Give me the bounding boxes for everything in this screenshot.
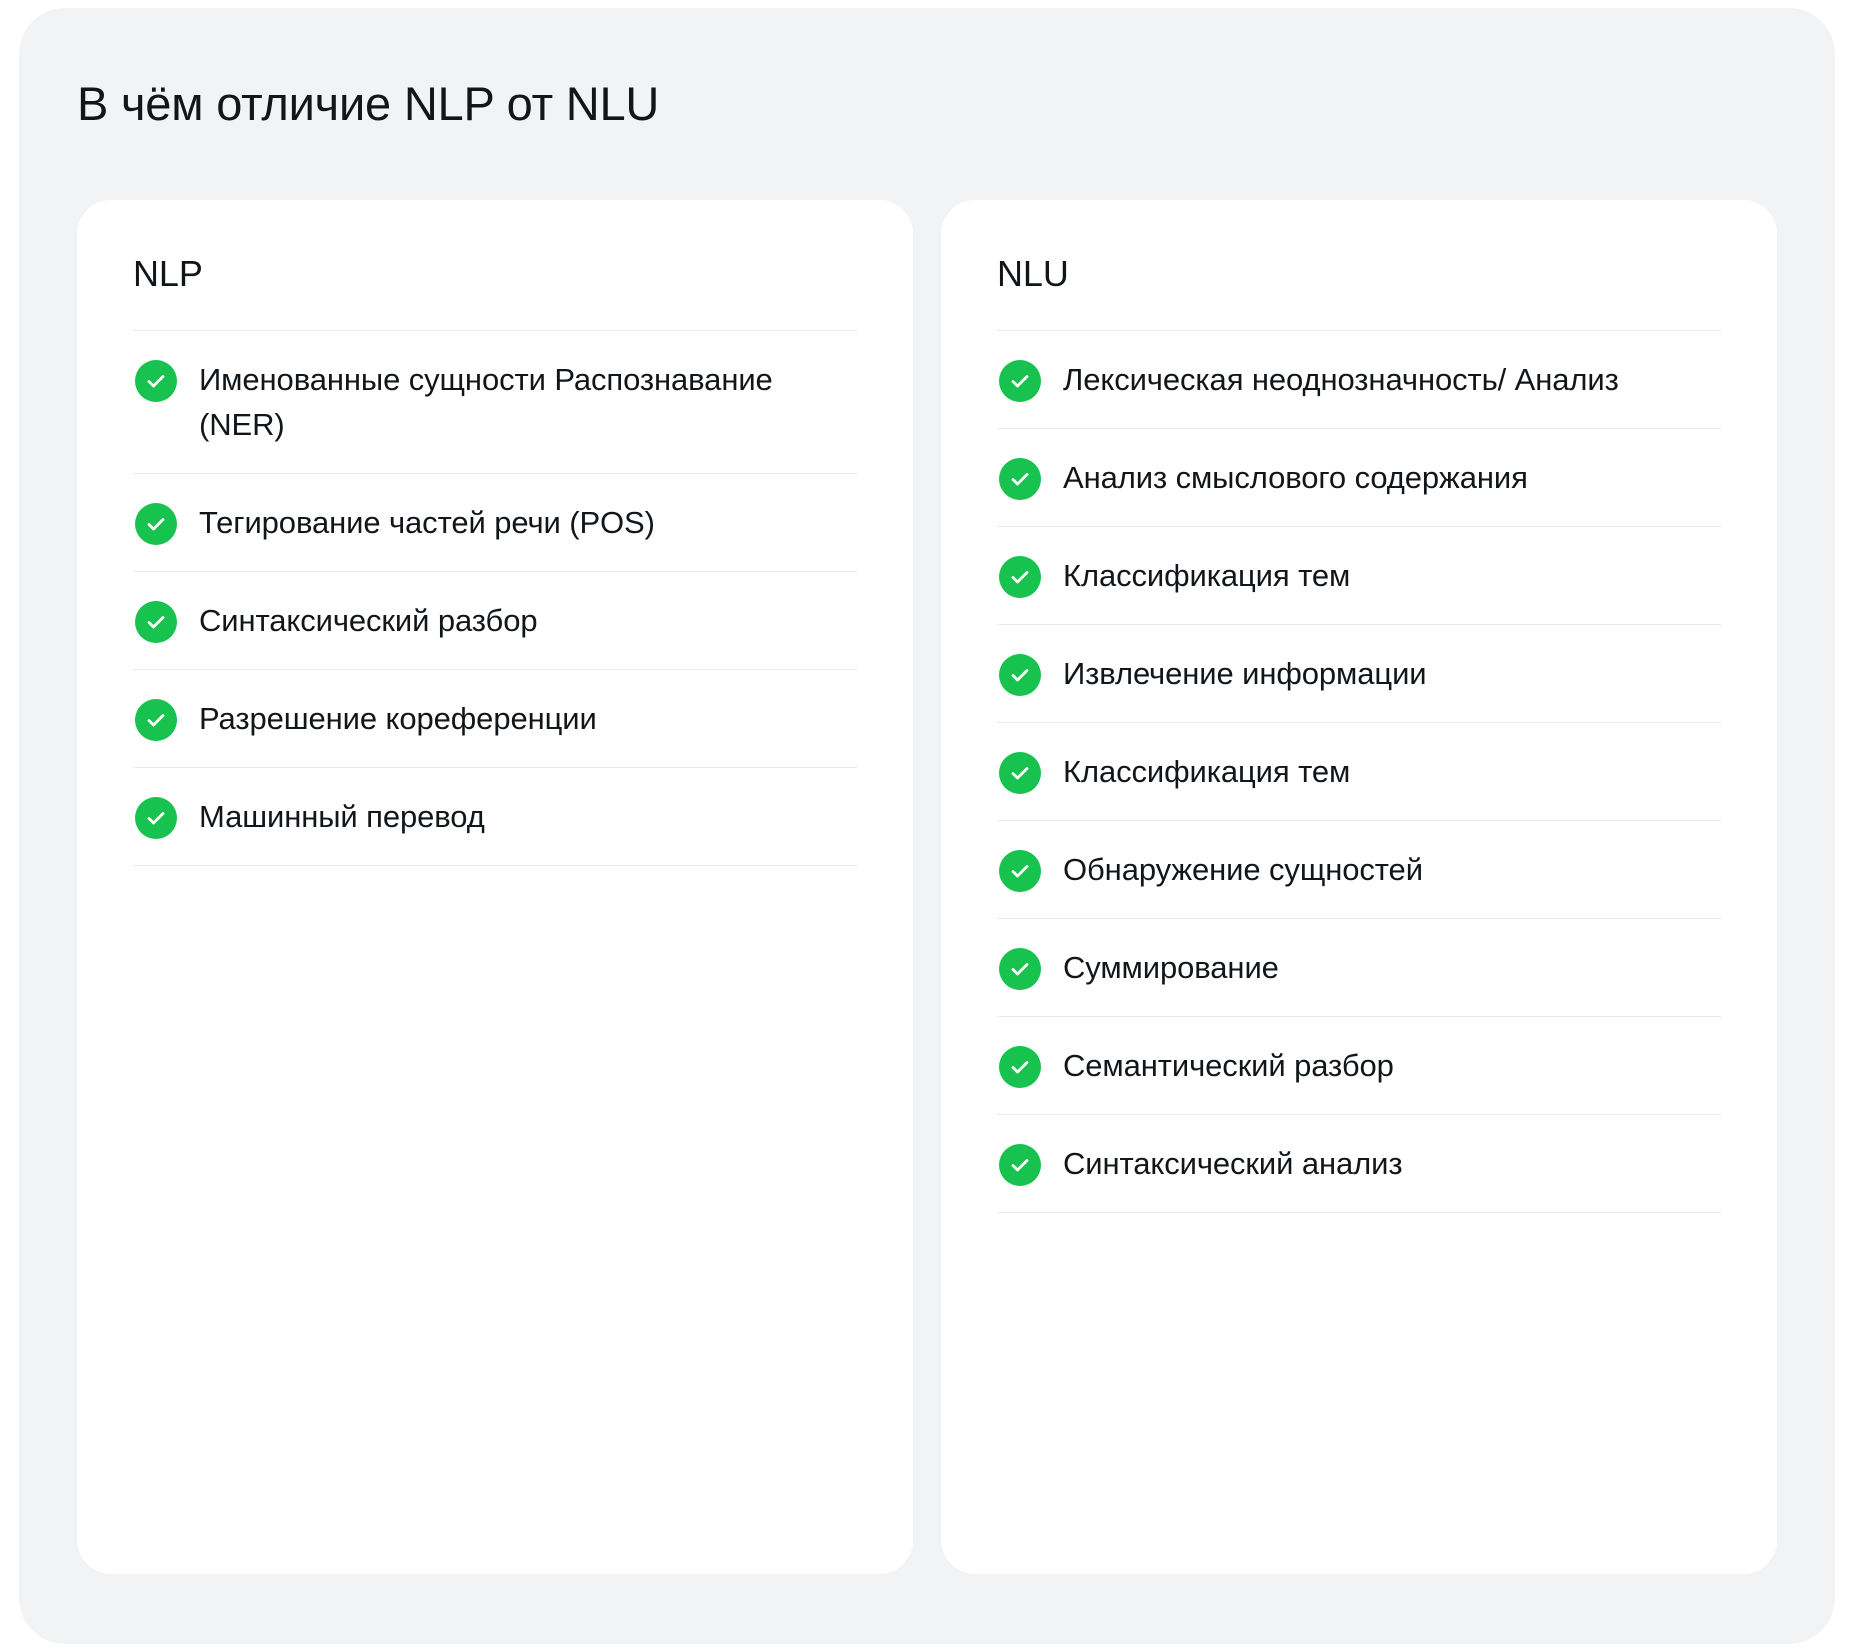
list-item (997, 919, 1721, 1017)
list-item-label: Суммирование (1063, 950, 1279, 985)
list-item-label: Синтаксический разбор (199, 603, 538, 638)
list-item (133, 474, 857, 572)
list-item (133, 572, 857, 670)
check-icon (135, 699, 177, 741)
list-item (133, 331, 857, 474)
list-item (997, 821, 1721, 919)
list-item (133, 670, 857, 768)
card-nlp (77, 200, 913, 1574)
check-icon (135, 797, 177, 839)
check-icon (999, 850, 1041, 892)
list-item (133, 768, 857, 866)
page-title: В чём отличие NLP от NLU (77, 77, 660, 130)
check-icon (999, 752, 1041, 794)
list-item-label: Разрешение кореференции (199, 701, 597, 736)
check-icon (999, 556, 1041, 598)
check-icon (999, 458, 1041, 500)
list-item-label: Тегирование частей речи (POS) (199, 505, 655, 540)
check-icon (999, 948, 1041, 990)
list-item (997, 1017, 1721, 1115)
list-item-label: Обнаружение сущностей (1063, 852, 1423, 887)
check-icon (135, 503, 177, 545)
list-item (997, 429, 1721, 527)
list-item-label: Классификация тем (1063, 754, 1351, 789)
comparison-columns (77, 200, 1777, 1574)
list-item-label: Синтаксический анализ (1063, 1146, 1403, 1181)
list-item (997, 625, 1721, 723)
list-item-label: Именованные сущности Распознавание (NER) (199, 362, 773, 442)
check-icon (135, 360, 177, 402)
list-item (997, 1115, 1721, 1213)
list-item (997, 527, 1721, 625)
list-item-label: Машинный перевод (199, 799, 485, 834)
feature-list-nlu (997, 330, 1721, 1213)
check-icon (999, 1144, 1041, 1186)
list-item (997, 723, 1721, 821)
check-icon (999, 654, 1041, 696)
card-title-nlu: NLU (997, 253, 1069, 294)
list-item-label: Семантический разбор (1063, 1048, 1394, 1083)
card-title-nlp: NLP (133, 253, 203, 294)
card-nlu (941, 200, 1777, 1574)
list-item-label: Классификация тем (1063, 558, 1351, 593)
check-icon (135, 601, 177, 643)
list-item-label: Лексическая неоднозначность/ Анализ (1063, 362, 1619, 397)
check-icon (999, 1046, 1041, 1088)
feature-list-nlp (133, 330, 857, 866)
check-icon (999, 360, 1041, 402)
list-item (997, 331, 1721, 429)
list-item-label: Анализ смыслового содержания (1063, 460, 1528, 495)
list-item-label: Извлечение информации (1063, 656, 1427, 691)
